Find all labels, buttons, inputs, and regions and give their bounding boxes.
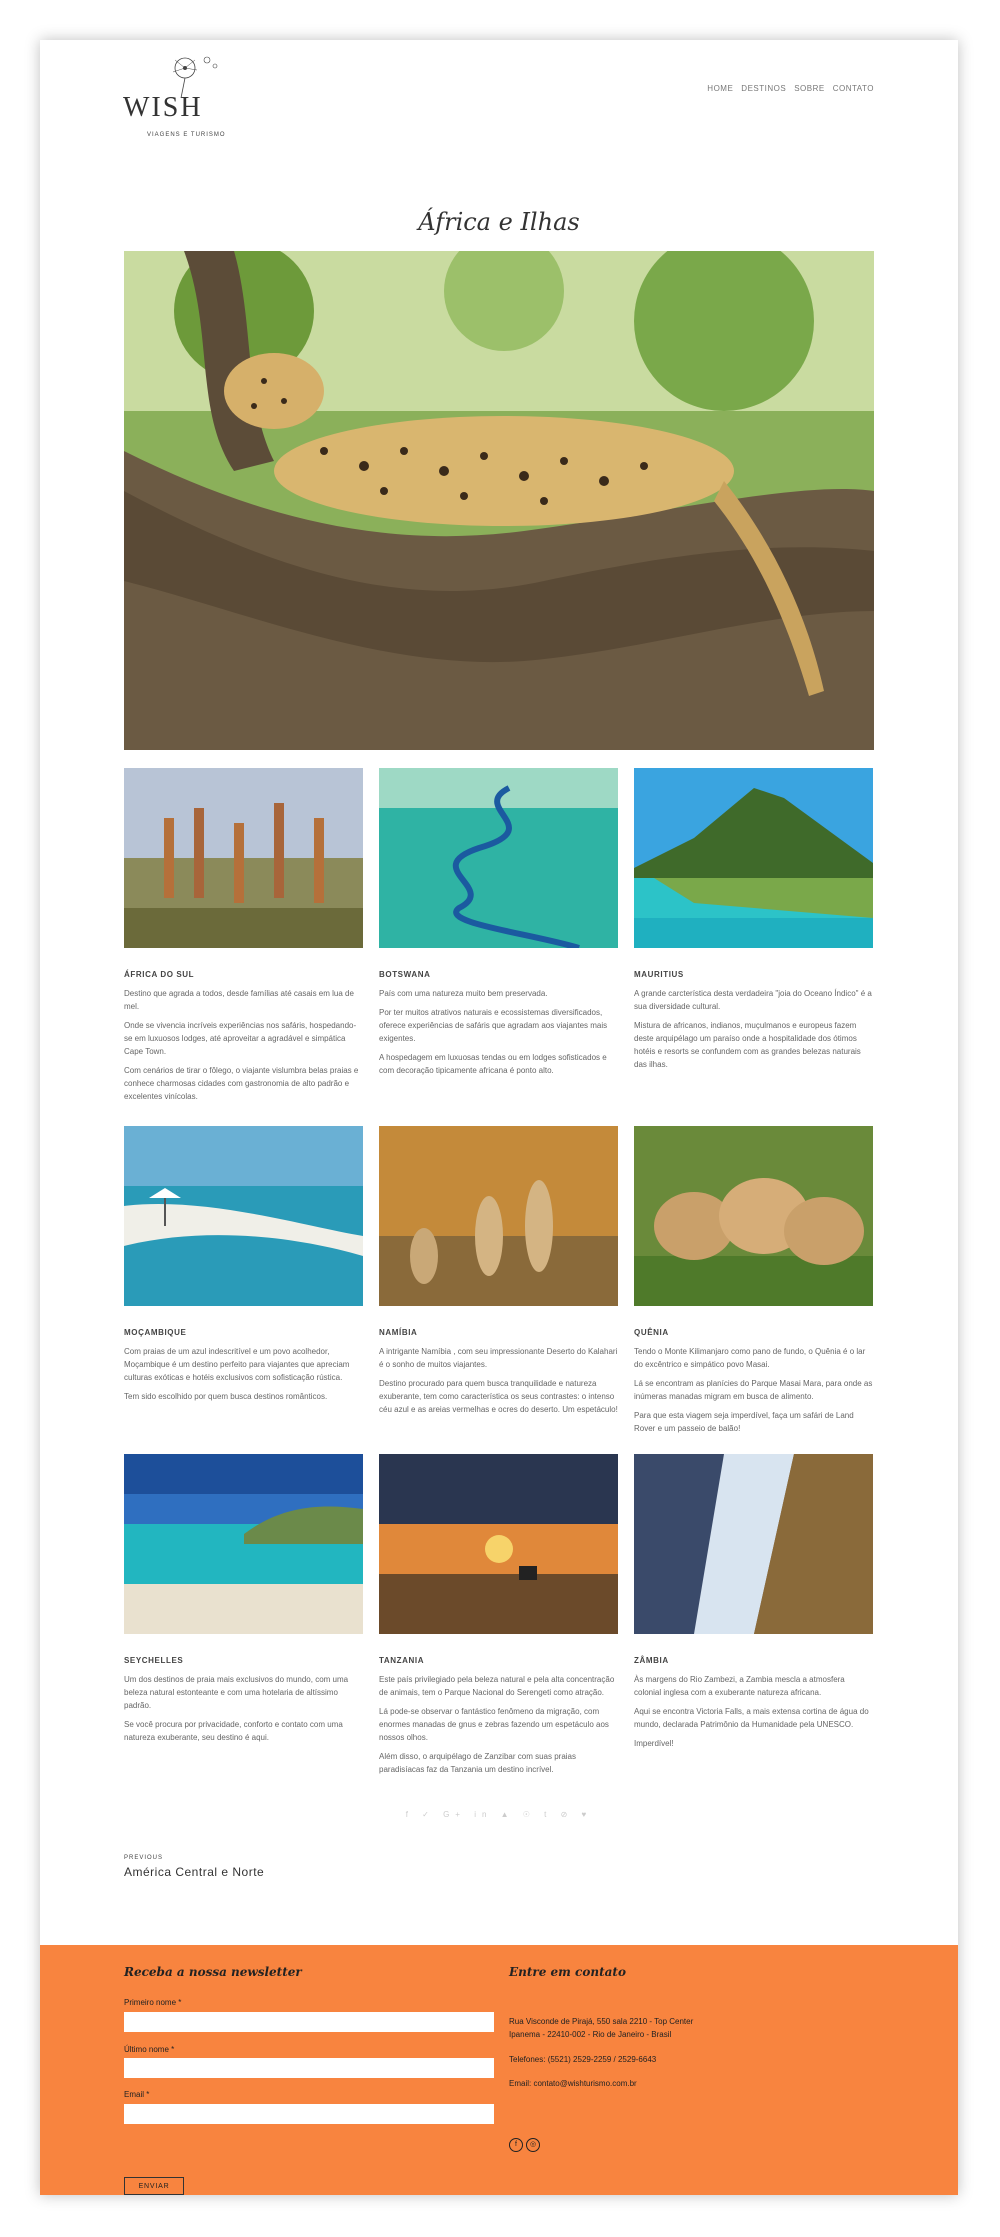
first-name-field[interactable] <box>124 2012 494 2032</box>
island-mountain-image <box>634 768 873 948</box>
address-line-1: Rua Visconde de Pirajá, 550 sala 2210 - Top Center <box>509 2017 694 2026</box>
address-line-2: Ipanema - 22410-002 - Rio de Janeiro - Brasil <box>509 2030 672 2039</box>
nav-contato[interactable]: CONTATO <box>832 84 874 93</box>
river-delta-image <box>379 768 618 948</box>
nav-destinos[interactable]: DESTINOS <box>741 84 787 93</box>
destination-text: Destino procurado para quem busca tranquilidade e natureza exuberante, tem como característica os seus contrastes: o intenso céu azul e as areias vermelhas e ocres do deserto. Um espetáculo! <box>379 1379 618 1414</box>
last-name-field[interactable] <box>124 2058 494 2078</box>
tropical-beach-image <box>124 1454 363 1634</box>
destination-title: NAMÍBIA <box>379 1328 418 1337</box>
destination-card-mocambique[interactable] <box>124 1126 363 1409</box>
destination-card-botswana[interactable] <box>379 768 618 1083</box>
destination-card-tanzania[interactable] <box>379 1454 618 1782</box>
destination-text: Imperdível! <box>634 1739 674 1748</box>
destination-text: A intrigante Namíbia , com seu impressionante Deserto do Kalahari é o sonho de muitos viajantes. <box>379 1347 618 1369</box>
site-logo[interactable] <box>123 52 233 140</box>
destination-card-namibia[interactable] <box>379 1126 618 1422</box>
destination-text: Este país privilegiado pela beleza natural e pela alta concentração de animais, tem o Parque Nacional do Serengeti como atração. <box>379 1675 615 1697</box>
beach-umbrella-image <box>124 1126 363 1306</box>
destination-title: BOTSWANA <box>379 970 431 979</box>
destination-text: Para que esta viagem seja imperdível, faça um safári de Land Rover e um passeio de balão! <box>634 1411 854 1433</box>
email-field[interactable] <box>124 2104 494 2124</box>
destination-card-seychelles[interactable] <box>124 1454 363 1750</box>
contact-title: Entre em contato <box>509 1965 626 1979</box>
destination-text: Com cenários de tirar o fôlego, o viajante vislumbra belas praias e conhece charmosas cidades com gastronomia de alto padrão e excelentes vinícolas. <box>124 1066 359 1101</box>
destination-title: MAURITIUS <box>634 970 684 979</box>
destination-text: Lá se encontram as planícies do Parque Masai Mara, para onde as inúmeras manadas migram em busca de alimento. <box>634 1379 873 1401</box>
destination-title: QUÊNIA <box>634 1328 669 1337</box>
page-title: África e Ilhas <box>418 208 580 236</box>
phones: Telefones: (5521) 2529-2259 / 2529-6643 <box>509 2055 657 2064</box>
destination-text: Onde se vivencia incríveis experiências nos safáris, hospedando-se em luxuosos lodges, até aproveitar a agradável e simpática Cape Town. <box>124 1021 357 1056</box>
previous-label: PREVIOUS <box>124 1855 164 1861</box>
destination-card-africa-do-sul[interactable] <box>124 768 363 1109</box>
destination-text: A hospedagem em luxuosas tendas ou em lodges sofisticados e com decoração tipicamente africana é ponto alto. <box>379 1053 607 1075</box>
logo-subtitle: VIAGENS E TURISMO <box>147 132 226 138</box>
destination-text: Se você procura por privacidade, conforto e contato com uma natureza exuberante, seu destino é aqui. <box>124 1720 343 1742</box>
meerkats-image <box>379 1126 618 1306</box>
newsletter-title: Receba a nossa newsletter <box>124 1965 302 1979</box>
first-name-label: Primeiro nome * <box>124 1998 182 2007</box>
savanna-sunset-image <box>379 1454 618 1634</box>
destination-card-mauritius[interactable] <box>634 768 873 1077</box>
destination-text: Tendo o Monte Kilimanjaro como pano de fundo, o Quênia é o lar do excêntrico e simpático povo Masai. <box>634 1347 866 1369</box>
nav-home[interactable]: HOME <box>707 84 734 93</box>
instagram-icon[interactable]: ◎ <box>526 2138 540 2152</box>
destination-title: ÁFRICA DO SUL <box>124 970 195 979</box>
destination-text: Com praias de um azul indescritível e um povo acolhedor, Moçambique é um destino perfeito para viajantes que apreciam culturas exóticas e hotéis exclusivos com sofisticação rústica. <box>124 1347 350 1382</box>
destination-text: Um dos destinos de praia mais exclusivos do mundo, com uma beleza natural estonteante e com uma hotelaria de altíssimo padrão. <box>124 1675 349 1710</box>
giraffes-image <box>124 768 363 948</box>
destination-text: Mistura de africanos, indianos, muçulmanos e europeus fazem deste arquipélago um paraíso onde a hospitalidade dos ótimos hotéis e resorts se confundem com as grandes belezas naturais das ilhas. <box>634 1021 861 1069</box>
contact-email[interactable]: Email: contato@wishturismo.com.br <box>509 2079 637 2088</box>
lion-cubs-image <box>634 1126 873 1306</box>
previous-post-link[interactable]: América Central e Norte <box>124 1865 265 1879</box>
facebook-icon[interactable]: f <box>509 2138 523 2152</box>
destination-text: Tem sido escolhido por quem busca destinos românticos. <box>124 1392 328 1401</box>
destination-card-quenia[interactable] <box>634 1126 873 1441</box>
destination-card-zambia[interactable] <box>634 1454 873 1756</box>
page-container <box>40 40 958 2195</box>
last-name-label: Último nome * <box>124 2045 175 2054</box>
submit-button[interactable]: ENVIAR <box>124 2177 184 2195</box>
destination-title: SEYCHELLES <box>124 1656 184 1665</box>
destination-text: Destino que agrada a todos, desde famílias até casais em lua de mel. <box>124 989 354 1011</box>
main-nav <box>707 84 874 93</box>
nav-sobre[interactable]: SOBRE <box>794 84 825 93</box>
destination-text: A grande carcterística desta verdadeira "joia do Oceano Índico" é a sua diversidade cultural. <box>634 989 872 1011</box>
waterfall-image <box>634 1454 873 1634</box>
destination-title: MOÇAMBIQUE <box>124 1328 187 1337</box>
destination-text: Às margens do Rio Zambezi, a Zambia mescla a atmosfera colonial inglesa com a exuberante natureza africana. <box>634 1675 845 1697</box>
destination-title: ZÂMBIA <box>634 1656 669 1665</box>
destination-text: Lá pode-se observar o fantástico fenômeno da migração, com enormes manadas de gnus e zebras fazendo um espetáculo aos nossos olhos. <box>379 1707 609 1742</box>
share-icons[interactable]: f ✓ G+ in ▲ ☉ t ⊘ ♥ <box>405 1810 593 1819</box>
hero-leopard-image <box>124 251 874 750</box>
destination-text: Por ter muitos atrativos naturais e ecossistemas diversificados, oferece experiências de safáris que agradam aos viajantes mais exigentes. <box>379 1008 608 1043</box>
logo-wordmark: WISH <box>123 92 203 123</box>
destination-text: Aqui se encontra Victoria Falls, a mais extensa cortina de água do mundo, declarada Patrimônio da Humanidade pela UNESCO. <box>634 1707 869 1729</box>
email-label: Email * <box>124 2090 150 2099</box>
destination-text: País com uma natureza muito bem preservada. <box>379 989 548 998</box>
destination-text: Além disso, o arquipélago de Zanzibar com suas praias paradisíacas faz da Tanzania um destino incrível. <box>379 1752 576 1774</box>
destination-title: TANZANIA <box>379 1656 425 1665</box>
